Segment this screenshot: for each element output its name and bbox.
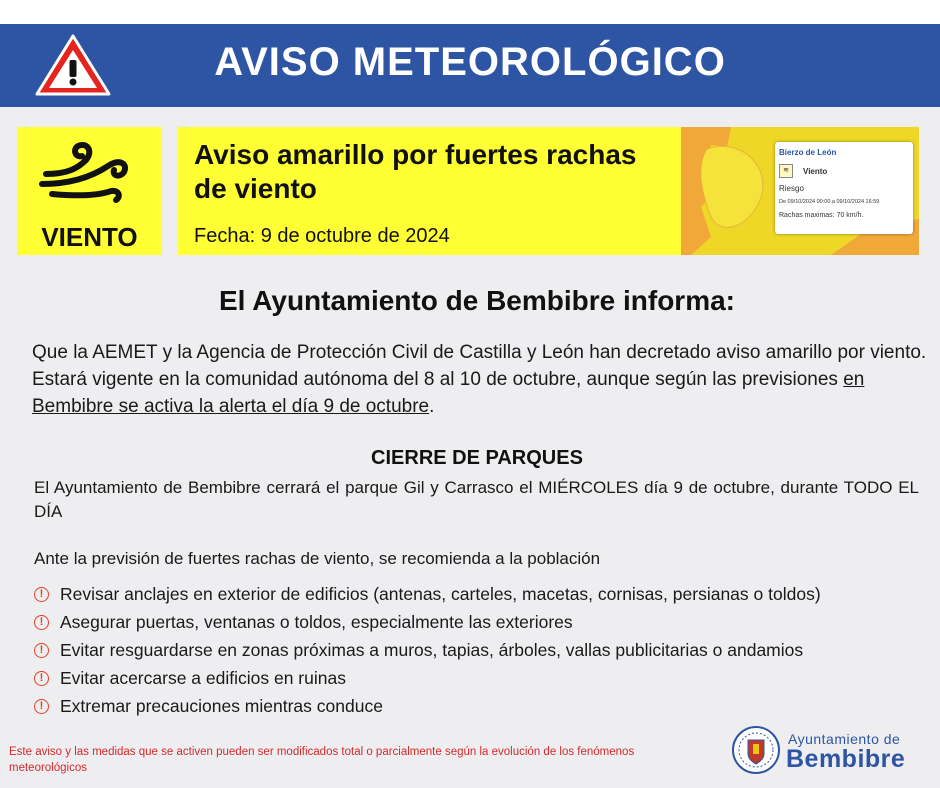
map-region: Bierzo de León [779, 148, 837, 157]
list-item-text: Extremar precauciones mientras conduce [60, 695, 383, 716]
page-title: AVISO METEOROLÓGICO [214, 40, 726, 84]
exclamation-icon: ! [34, 587, 49, 602]
exclamation-icon: ! [34, 615, 49, 630]
intro-text: Que la AEMET y la Agencia de Protección Civil de Castilla y León han decretado aviso amarillo por viento. Estará vigente en la comunidad autónoma del 8 al 10 de octubre, aunque según las previsiones [32, 342, 927, 390]
exclamation-icon: ! [34, 671, 49, 686]
map-phenomenon: Viento [803, 167, 828, 176]
alert-title: Aviso amarillo por fuertes rachas de viento [194, 139, 637, 204]
section-text: El Ayuntamiento de Bembibre cerrará el parque Gil y Carrasco el MIÉRCOLES día 9 de octubre, durante TODO EL DÍA [34, 478, 919, 521]
list-item-text: Revisar anclajes en exterior de edificios (antenas, carteles, macetas, cornisas, persianas o toldos) [60, 583, 821, 604]
main-heading: El Ayuntamiento de Bembibre informa: [219, 285, 735, 316]
exclamation-icon: ! [34, 643, 49, 658]
map-popup [775, 142, 913, 234]
list-item [34, 692, 924, 720]
exclamation-icon: ! [34, 699, 49, 714]
list-item-text: Evitar acercarse a edificios en ruinas [60, 667, 346, 688]
list-item [34, 580, 924, 608]
list-item-text: Evitar resguardarse en zonas próximas a muros, tapias, árboles, vallas publicitarias o andamios [60, 639, 804, 660]
logo-name: Bembibre [786, 745, 906, 773]
wind-icon [38, 138, 138, 206]
intro-underlined: en Bembibre se activa la alerta el día 9 de octubre [32, 369, 865, 417]
recommendation-intro: Ante la previsión de fuertes rachas de viento, se recomienda a la población [34, 549, 601, 568]
alert-date: Fecha: 9 de octubre de 2024 [194, 225, 450, 247]
map-detail: Rachas maximas: 70 km/h. [779, 212, 864, 219]
logo-subtitle: Ayuntamiento de [788, 731, 901, 747]
map-risk-label: Riesgo [779, 184, 804, 193]
section-title: CIERRE DE PARQUES [371, 447, 583, 469]
wind-small-icon: ≋ [779, 164, 793, 178]
list-item [34, 608, 924, 636]
list-item-text: Asegurar puertas, ventanas o toldos, especialmente las exteriores [60, 611, 573, 632]
intro-paragraph [32, 339, 937, 420]
list-item [34, 664, 924, 692]
recommendation-list [34, 580, 924, 720]
list-item [34, 636, 924, 664]
map-period: De 09/10/2024 00:00 a 09/10/2024 16:59 [779, 199, 880, 205]
category-label: VIENTO [41, 222, 138, 252]
disclaimer-note: Este aviso y las medidas que se activen pueden ser modificados total o parcialmente según la evolución de los fenómenos meteorológicos [9, 746, 635, 774]
coat-of-arms-logo [732, 726, 780, 774]
intro-end: . [429, 396, 435, 417]
